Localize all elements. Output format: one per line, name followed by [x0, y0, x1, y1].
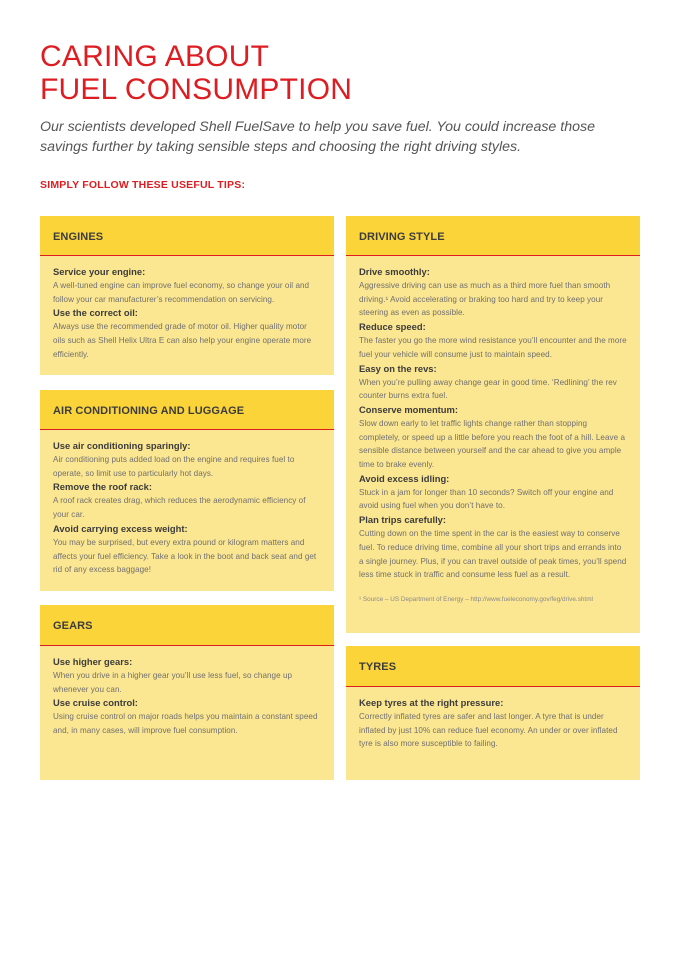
- card-title: TYRES: [359, 661, 397, 673]
- page-title-line-2: FUEL CONSUMPTION: [40, 73, 353, 106]
- card-tyres: [346, 646, 640, 780]
- tip-text: Stuck in a jam for longer than 10 seconds? Switch off your engine and avoid using fuel when you don’t have to.: [359, 487, 614, 511]
- tip-text: Aggressive driving can use as much as a third more fuel than smooth driving.¹ Avoid accelerating or braking too hard and try to keep your steering as even as possible.: [359, 281, 611, 318]
- tip-text: You may be surprised, but every extra pound or kilogram matters and affects your fuel efficiency. Take a look in the boot and back seat and get rid of any excess baggage!: [53, 537, 317, 575]
- card-body: [40, 646, 334, 738]
- card-air-conditioning: [40, 390, 334, 591]
- card-body: [40, 430, 334, 577]
- card-body: [40, 256, 334, 362]
- tip-text: Correctly inflated tyres are safer and last longer. A tyre that is under inflated by just 10% can reduce fuel economy. An under or over inflated tyre is also more susceptible to failing.: [359, 712, 618, 749]
- tip-label: Use cruise control:: [53, 697, 138, 709]
- tip-text: When you drive in a higher gear you’ll use less fuel, so change up whenever you can.: [53, 671, 293, 694]
- tip-text: Air conditioning puts added load on the engine and requires fuel to operate, so limit use to particularly hot days.: [53, 455, 295, 478]
- card-engines: [40, 216, 334, 375]
- tip-label: Use the correct oil:: [53, 307, 138, 319]
- tip-label: Reduce speed:: [359, 321, 426, 333]
- tip-text: A well-tuned engine can improve fuel economy, so change your oil and follow your car manufacturer’s recommendation on servicing.: [53, 281, 310, 304]
- card-header: [346, 646, 640, 687]
- tip-label: Use higher gears:: [53, 656, 133, 667]
- tip-label: Service your engine:: [53, 266, 146, 277]
- tips-heading: SIMPLY FOLLOW THESE USEFUL TIPS:: [40, 179, 246, 191]
- card-title: AIR CONDITIONING AND LUGGAGE: [53, 404, 245, 417]
- card-header: [346, 216, 640, 256]
- tip-label: Drive smoothly:: [359, 266, 430, 277]
- tip-label: Conserve momentum:: [359, 403, 458, 415]
- card-title: ENGINES: [53, 230, 104, 243]
- card-header: [40, 390, 334, 430]
- tip-label: Keep tyres at the right pressure:: [359, 697, 504, 708]
- tip-text: Cutting down on the time spent in the car is the easiest way to conserve fuel. To reduce driving time, combine all your short trips and errands into a single journey. Plus, if you can travel outside of peak times, you’ll spend less time stuck in traffic and consume less fuel as a result.: [359, 529, 627, 580]
- tip-text: When you’re pulling away change gear in good time. ‘Redlining’ the rev counter burns extra fuel.: [359, 377, 617, 401]
- card-body: [346, 687, 640, 751]
- tip-label: Plan trips carefully:: [359, 514, 447, 526]
- tip-text: Always use the recommended grade of motor oil. Higher quality motor oils such as Shell Helix Ultra E can also help your engine operate more efficiently.: [53, 322, 312, 359]
- card-gears: [40, 605, 334, 780]
- tip-label: Avoid carrying excess weight:: [53, 522, 188, 534]
- tip-text: The faster you go the more wind resistance you’ll encounter and the more fuel your vehicle will consume just to maintain speed.: [359, 336, 627, 359]
- page-title-line-1: CARING ABOUT: [40, 40, 270, 73]
- card-title: GEARS: [53, 620, 93, 632]
- tip-text: Slow down early to let traffic lights change rather than stopping completely, or speed up a little before you reach the foot of a hill. Leave a sensible distance between yourself and the car ahead to give you ample time to brake evenly.: [359, 418, 626, 470]
- intro-paragraph: Our scientists developed Shell FuelSave to help you save fuel. You could increase those savings further by taking sensible steps and choosing the right driving styles.: [40, 119, 595, 155]
- page-title: [40, 40, 640, 106]
- card-header: [40, 216, 334, 256]
- card-driving-style: [346, 216, 640, 633]
- tip-label: Remove the roof rack:: [53, 481, 152, 493]
- tip-label: Use air conditioning sparingly:: [53, 440, 191, 451]
- tip-label: Easy on the revs:: [359, 362, 437, 374]
- tip-text: A roof rack creates drag, which reduces the aerodynamic efficiency of your car.: [53, 496, 306, 520]
- tip-text: Using cruise control on major roads helps you maintain a constant speed and, in many cases, will improve fuel consumption.: [53, 712, 318, 736]
- card-header: [40, 605, 334, 646]
- tip-label: Avoid excess idling:: [359, 472, 450, 484]
- card-body: [346, 256, 640, 605]
- footnote: ¹ Source – US Department of Energy – http://www.fueleconomy.gov/feg/drive.shtml: [359, 595, 593, 603]
- card-title: DRIVING STYLE: [359, 230, 445, 243]
